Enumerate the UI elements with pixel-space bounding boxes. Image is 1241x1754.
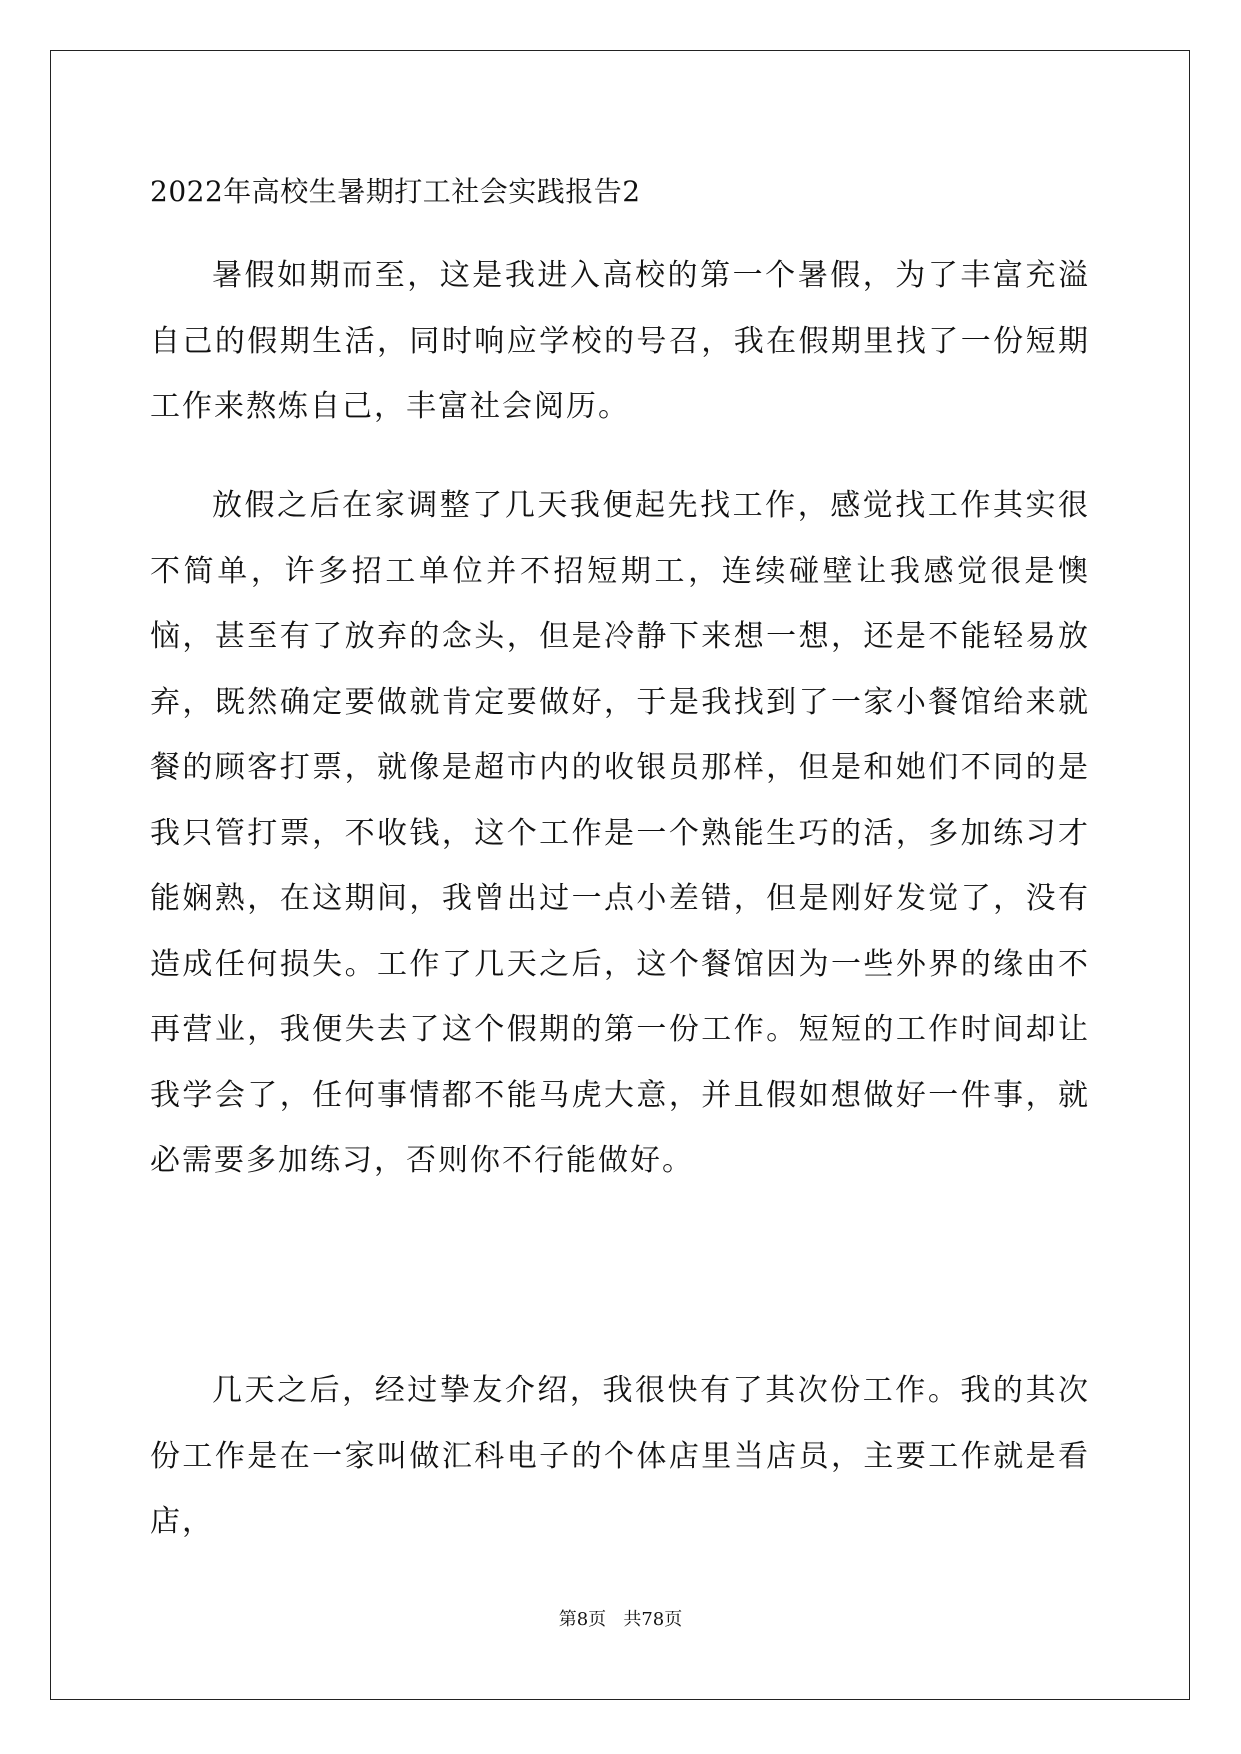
page-footer [0,1608,1241,1632]
page-number: 第8页 [558,1609,607,1630]
paragraph-1: 暑假如期而至，这是我进入高校的第一个暑假，为了丰富充溢自己的假期生活，同时响应学校的号召，我在假期里找了一份短期工作来熬炼自己，丰富社会阅历。 [150,258,1090,424]
page-total: 共78页 [623,1609,683,1630]
paragraph-2: 放假之后在家调整了几天我便起先找工作，感觉找工作其实很不简单，许多招工单位并不招短期工，连续碰壁让我感觉很是懊恼，甚至有了放弃的念头，但是冷静下来想一想，还是不能轻易放弃，既然确定要做就肯定要做好，于是我找到了一家小餐馆给来就餐的顾客打票，就像是超市内的收银员那样，但是和她们不同的是我只管打票，不收钱，这个工作是一个熟能生巧的活，多加练习才能娴熟，在这期间，我曾出过一点小差错，但是刚好发觉了，没有造成任何损失。工作了几天之后，这个餐馆因为一些外界的缘由不再营业，我便失去了这个假期的第一份工作。短短的工作时间却让我学会了，任何事情都不能马虎大意，并且假如想做好一件事，就必需要多加练习，否则你不行能做好。 [150,488,1090,1178]
paragraph-3: 几天之后，经过挚友介绍，我很快有了其次份工作。我的其次份工作是在一家叫做汇科电子的个体店里当店员，主要工作就是看店， [150,1373,1090,1539]
document-title: 2022年高校生暑期打工社会实践报告2 [150,175,641,208]
